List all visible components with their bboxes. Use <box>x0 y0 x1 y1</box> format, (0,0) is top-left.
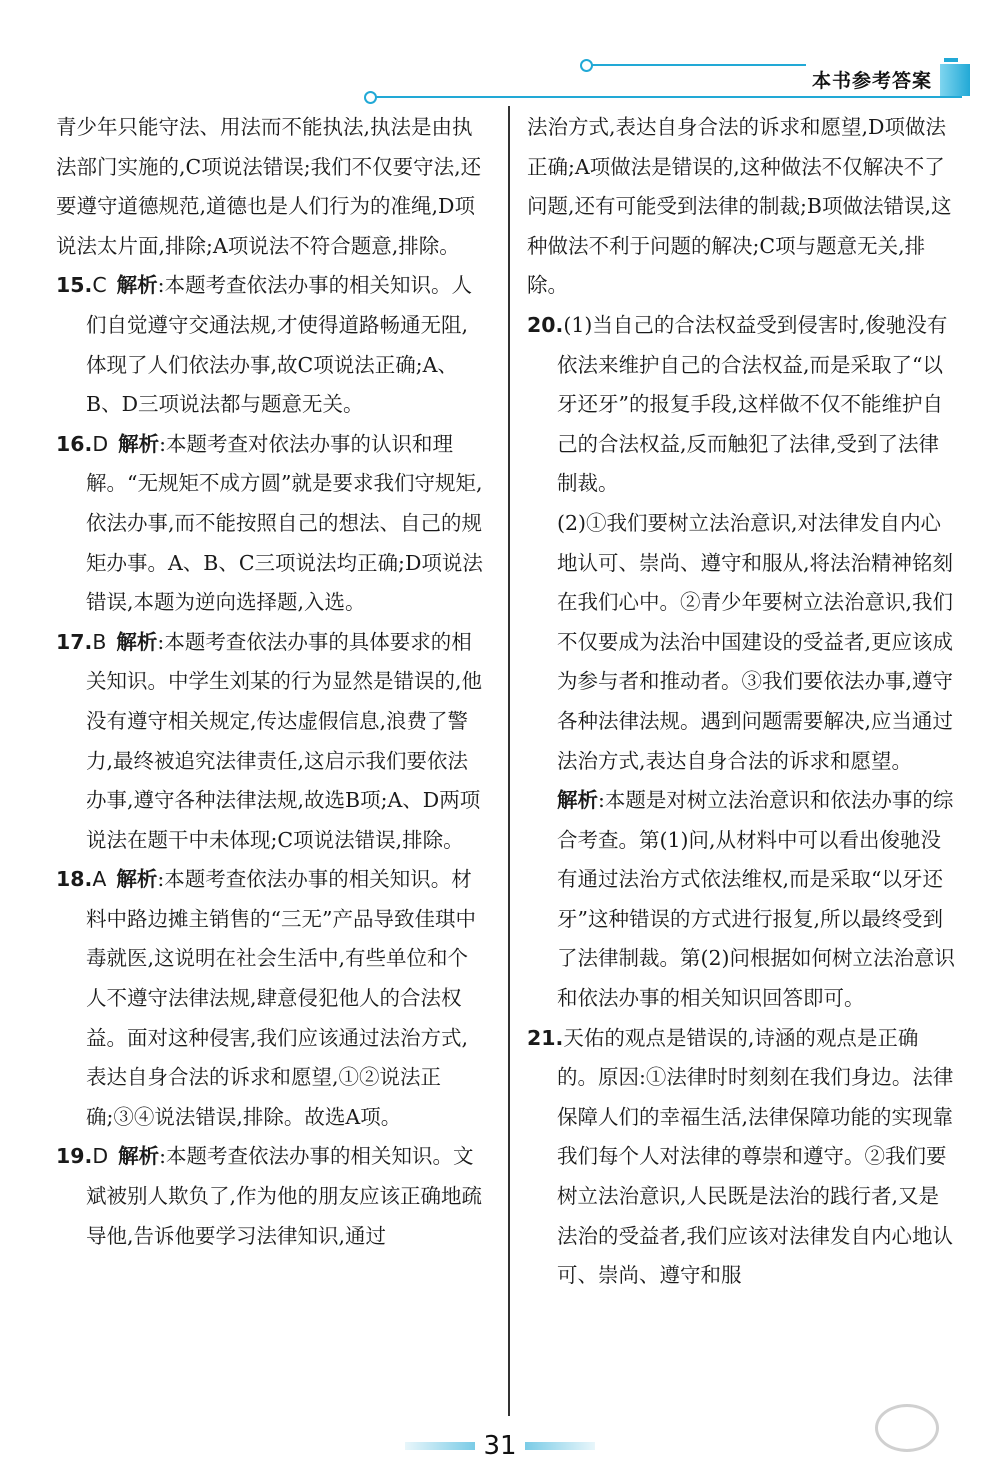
answer-item-19: 19.D 解析:本题考查依法办事的相关知识。文斌被别人欺负了,作为他的朋友应该正确地疏导他,告诉他要学习法律知识,通过 <box>56 1144 483 1248</box>
answer-item-16: 16.D 解析:本题考查对依法办事的认识和理解。“无规矩不成方圆”就是要求我们守规矩,依法办事,而不能按照自己的想法、自己的规矩办事。A、B、C三项说法均正确;D项说法错误,本题为逆向选择题,入选。 <box>56 431 483 615</box>
answer-item-17: 17.B 解析:本题考查依法办事的具体要求的相关知识。中学生刘某的行为显然是错误的,他没有遵守相关规定,传达虚假信息,浪费了警力,最终被追究法律责任,这启示我们要依法办事,遵守各种法律法规,故选B项;A、D两项说法在题干中未体现;C项说法错误,排除。 <box>56 629 483 852</box>
column-divider <box>508 106 510 1416</box>
page-number: 31 <box>483 1431 517 1461</box>
answer-continuation: 法治方式,表达自身合法的诉求和愿望,D项做法正确;A项做法是错误的,这种做法不仅解决不了问题,还有可能受到法律的制裁;B项做法错误,这种做法不利于问题的解决;C项与题意无关,排除。 <box>527 115 952 298</box>
watermark-ring-icon <box>875 1404 939 1452</box>
header-line-upper <box>586 64 806 66</box>
right-column <box>527 108 959 1296</box>
answer-item-20-analysis: 解析:本题是对树立法治意识和依法办事的综合考查。第(1)问,从材料中可以看出俊驰没有通过法治方式依法维权,而是采取“以牙还牙”这种错误的方式进行报复,所以最终受到了法律制裁。第(2)问根据如何树立法治意识和依法办事的相关知识回答即可。 <box>557 788 956 1011</box>
header-title-box <box>806 62 938 98</box>
answer-continuation: 青少年只能守法、用法而不能执法,执法是由执法部门实施的,C项说法错误;我们不仅要守法,还要遵守道德规范,道德也是人们行为的准绳,D项说法太片面,排除;A项说法不符合题意,排除。 <box>56 115 482 258</box>
left-column <box>56 108 488 1256</box>
footer-band-left <box>405 1442 475 1450</box>
header-tick <box>944 58 958 62</box>
header-dot-icon <box>580 59 593 72</box>
answer-item-20-part-2: (2)①我们要树立法治意识,对法律发自内心地认可、崇尚、遵守和服从,将法治精神铭刻在我们心中。②青少年要树立法治意识,我们不仅要成为法治中国建设的受益者,更应该成为参与者和推动者。③我们要依法办事,遵守各种法律法规。遇到问题需要解决,应当通过法治方式,表达自身合法的诉求和愿望。 <box>557 510 954 773</box>
header-title: 本书参考答案 <box>811 69 932 92</box>
header-dot-icon <box>364 91 377 104</box>
footer-band-right <box>525 1442 595 1450</box>
watermark-logo <box>832 1404 982 1466</box>
answer-item-20: 20.(1)当自己的合法权益受到侵害时,俊驰没有依法来维护自己的合法权益,而是采取了“以牙还牙”的报复手段,这样做不仅不能维护自己的合法权益,反而触犯了法律,受到了法律制裁。 <box>527 312 948 496</box>
header-stripe <box>940 64 970 96</box>
answer-item-21: 21.天佑的观点是错误的,诗涵的观点是正确的。原因:①法律时时刻刻在我们身边。法律保障人们的幸福生活,法律保障功能的实现靠我们每个人对法律的尊崇和遵守。②我们要树立法治意识,人民既是法治的践行者,又是法治的受益者,我们应该对法律发自内心地认可、崇尚、遵守和服 <box>527 1025 954 1288</box>
answer-item-15: 15.C 解析:本题考查依法办事的相关知识。人们自觉遵守交通法规,才使得道路畅通无阻,体现了人们依法办事,故C项说法正确;A、B、D三项说法都与题意无关。 <box>56 273 473 417</box>
answer-item-18: 18.A 解析:本题考查依法办事的相关知识。材料中路边摊主销售的“三无”产品导致佳琪中毒就医,这说明在社会生活中,有些单位和个人不遵守法律法规,肆意侵犯他人的合法权益。面对这种侵害,我们应该通过法治方式,表达自身合法的诉求和愿望,①②说法正确;③④说法错误,排除。故选A项。 <box>56 867 476 1129</box>
